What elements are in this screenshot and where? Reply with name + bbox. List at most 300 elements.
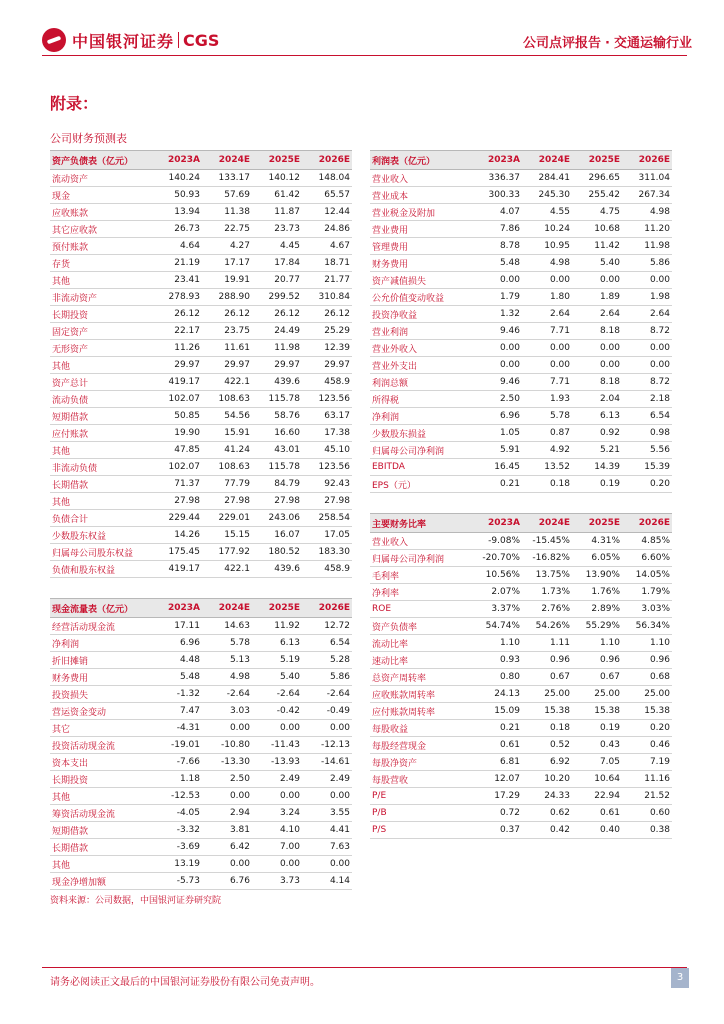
value-cell: 4.41 bbox=[302, 822, 352, 839]
table-row bbox=[370, 238, 672, 255]
table-header-row bbox=[50, 599, 352, 618]
value-cell: 16.45 bbox=[472, 459, 522, 476]
value-cell: 5.86 bbox=[302, 669, 352, 686]
value-cell: 77.79 bbox=[202, 476, 252, 493]
row-label-cell: 折旧摊销 bbox=[50, 652, 152, 669]
value-cell: -0.49 bbox=[302, 703, 352, 720]
row-label-cell: 非流动资产 bbox=[50, 289, 152, 306]
value-cell: 1.93 bbox=[522, 391, 572, 408]
value-cell: 4.55 bbox=[522, 204, 572, 221]
report-type-label bbox=[523, 32, 692, 51]
row-label-cell: 资产减值损失 bbox=[370, 272, 472, 289]
value-cell: 0.61 bbox=[472, 737, 522, 754]
value-cell: 140.24 bbox=[152, 170, 202, 187]
table-row bbox=[370, 686, 672, 703]
value-cell: 267.34 bbox=[622, 187, 672, 204]
value-cell: 2.18 bbox=[622, 391, 672, 408]
value-cell: 1.18 bbox=[152, 771, 202, 788]
value-cell: 0.00 bbox=[622, 272, 672, 289]
value-cell: 22.94 bbox=[572, 788, 622, 805]
value-cell: 0.87 bbox=[522, 425, 572, 442]
value-cell: 5.56 bbox=[622, 442, 672, 459]
table-row bbox=[370, 771, 672, 788]
table-row bbox=[370, 391, 672, 408]
row-label-cell: 经营活动现金流 bbox=[50, 618, 152, 635]
value-cell: 0.46 bbox=[622, 737, 672, 754]
logo-divider bbox=[178, 32, 179, 48]
value-cell: 0.68 bbox=[622, 669, 672, 686]
value-cell: 0.00 bbox=[302, 720, 352, 737]
value-cell: 29.97 bbox=[252, 357, 302, 374]
value-cell: 336.37 bbox=[472, 170, 522, 187]
value-cell: 123.56 bbox=[302, 459, 352, 476]
value-cell: 7.71 bbox=[522, 323, 572, 340]
table-row bbox=[50, 357, 352, 374]
row-label-cell: 负债合计 bbox=[50, 510, 152, 527]
table-row bbox=[370, 357, 672, 374]
value-cell: 4.10 bbox=[252, 822, 302, 839]
industry-label: 交通运输行业 bbox=[613, 36, 692, 51]
value-cell: 13.75% bbox=[522, 567, 572, 584]
value-cell: 0.67 bbox=[522, 669, 572, 686]
value-cell: 1.10 bbox=[472, 635, 522, 652]
row-label-cell: 归属母公司净利润 bbox=[370, 442, 472, 459]
row-label-cell: 每股营收 bbox=[370, 771, 472, 788]
table-row bbox=[370, 550, 672, 567]
value-cell: 26.73 bbox=[152, 221, 202, 238]
year-header-cell: 2026E bbox=[622, 151, 672, 170]
value-cell: 0.96 bbox=[522, 652, 572, 669]
table-row bbox=[370, 618, 672, 635]
row-label-cell: 营业税金及附加 bbox=[370, 204, 472, 221]
value-cell: 115.78 bbox=[252, 391, 302, 408]
header-divider bbox=[42, 55, 687, 56]
value-cell: 1.76% bbox=[572, 584, 622, 601]
value-cell: 15.39 bbox=[622, 459, 672, 476]
table-title-cell: 资产负债表（亿元） bbox=[50, 151, 152, 170]
row-label-cell: 现金净增加额 bbox=[50, 873, 152, 890]
value-cell: 27.98 bbox=[302, 493, 352, 510]
row-label-cell: 应付账款 bbox=[50, 425, 152, 442]
value-cell: 3.03% bbox=[622, 601, 672, 618]
value-cell: 6.96 bbox=[472, 408, 522, 425]
value-cell: 0.00 bbox=[252, 788, 302, 805]
value-cell: 6.54 bbox=[622, 408, 672, 425]
row-label-cell: 营业利润 bbox=[370, 323, 472, 340]
value-cell: 3.03 bbox=[202, 703, 252, 720]
row-label-cell: 营业外支出 bbox=[370, 357, 472, 374]
value-cell: -10.80 bbox=[202, 737, 252, 754]
row-label-cell: 短期借款 bbox=[50, 822, 152, 839]
table-row bbox=[50, 839, 352, 856]
value-cell: 15.09 bbox=[472, 703, 522, 720]
value-cell: 16.07 bbox=[252, 527, 302, 544]
row-label-cell: P/E bbox=[370, 788, 472, 805]
table-row bbox=[50, 737, 352, 754]
value-cell: 14.26 bbox=[152, 527, 202, 544]
value-cell: 0.61 bbox=[572, 805, 622, 822]
value-cell: 25.29 bbox=[302, 323, 352, 340]
value-cell: 458.9 bbox=[302, 374, 352, 391]
value-cell: -0.42 bbox=[252, 703, 302, 720]
value-cell: 2.76% bbox=[522, 601, 572, 618]
value-cell: 17.84 bbox=[252, 255, 302, 272]
value-cell: 5.78 bbox=[522, 408, 572, 425]
value-cell: 4.98 bbox=[202, 669, 252, 686]
income-statement-table bbox=[370, 150, 672, 493]
value-cell: 9.46 bbox=[472, 323, 522, 340]
value-cell: 2.89% bbox=[572, 601, 622, 618]
table-row bbox=[50, 459, 352, 476]
value-cell: 17.29 bbox=[472, 788, 522, 805]
row-label-cell: EPS（元） bbox=[370, 476, 472, 493]
value-cell: -2.64 bbox=[252, 686, 302, 703]
year-header-cell: 2023A bbox=[152, 599, 202, 618]
value-cell: 63.17 bbox=[302, 408, 352, 425]
year-header-cell: 2023A bbox=[152, 151, 202, 170]
value-cell: 0.62 bbox=[522, 805, 572, 822]
table-row bbox=[50, 323, 352, 340]
value-cell: 3.73 bbox=[252, 873, 302, 890]
value-cell: 47.85 bbox=[152, 442, 202, 459]
value-cell: 278.93 bbox=[152, 289, 202, 306]
value-cell: 2.64 bbox=[522, 306, 572, 323]
value-cell: 14.63 bbox=[202, 618, 252, 635]
row-label-cell: 应收账款周转率 bbox=[370, 686, 472, 703]
table-row bbox=[370, 204, 672, 221]
row-label-cell: 投资损失 bbox=[50, 686, 152, 703]
row-label-cell: 财务费用 bbox=[370, 255, 472, 272]
value-cell: 7.47 bbox=[152, 703, 202, 720]
value-cell: 2.64 bbox=[622, 306, 672, 323]
value-cell: 24.13 bbox=[472, 686, 522, 703]
table-row bbox=[50, 822, 352, 839]
value-cell: 27.98 bbox=[252, 493, 302, 510]
value-cell: 24.86 bbox=[302, 221, 352, 238]
value-cell: 177.92 bbox=[202, 544, 252, 561]
row-label-cell: 长期投资 bbox=[50, 306, 152, 323]
row-label-cell: 其他 bbox=[50, 357, 152, 374]
table-row bbox=[370, 170, 672, 187]
year-header-cell: 2024E bbox=[522, 151, 572, 170]
appendix-title: 附录： bbox=[50, 94, 99, 113]
table-row bbox=[50, 374, 352, 391]
table-row bbox=[370, 442, 672, 459]
value-cell: -3.32 bbox=[152, 822, 202, 839]
value-cell: 6.76 bbox=[202, 873, 252, 890]
value-cell: 7.63 bbox=[302, 839, 352, 856]
value-cell: 14.05% bbox=[622, 567, 672, 584]
value-cell: 18.71 bbox=[302, 255, 352, 272]
value-cell: 0.67 bbox=[572, 669, 622, 686]
value-cell: 5.21 bbox=[572, 442, 622, 459]
row-label-cell: 长期投资 bbox=[50, 771, 152, 788]
table-row bbox=[370, 584, 672, 601]
value-cell: 23.75 bbox=[202, 323, 252, 340]
value-cell: 0.93 bbox=[472, 652, 522, 669]
row-label-cell: 流动资产 bbox=[50, 170, 152, 187]
value-cell: 5.78 bbox=[202, 635, 252, 652]
value-cell: 17.38 bbox=[302, 425, 352, 442]
value-cell: 0.21 bbox=[472, 720, 522, 737]
value-cell: 57.69 bbox=[202, 187, 252, 204]
value-cell: 1.05 bbox=[472, 425, 522, 442]
row-label-cell: 资产负债率 bbox=[370, 618, 472, 635]
table-title-cell: 利润表（亿元） bbox=[370, 151, 472, 170]
value-cell: 0.00 bbox=[202, 856, 252, 873]
value-cell: 6.42 bbox=[202, 839, 252, 856]
value-cell: 1.32 bbox=[472, 306, 522, 323]
row-label-cell: 流动负债 bbox=[50, 391, 152, 408]
row-label-cell: 营业成本 bbox=[370, 187, 472, 204]
row-label-cell: 净利润 bbox=[50, 635, 152, 652]
table-row bbox=[50, 442, 352, 459]
row-label-cell: 长期借款 bbox=[50, 839, 152, 856]
row-label-cell: 其他 bbox=[50, 493, 152, 510]
value-cell: 0.00 bbox=[572, 272, 622, 289]
footer-disclaimer: 请务必阅读正文最后的中国银河证券股份有限公司免责声明。 bbox=[50, 977, 320, 988]
value-cell: 6.13 bbox=[252, 635, 302, 652]
value-cell: 284.41 bbox=[522, 170, 572, 187]
value-cell: 0.00 bbox=[252, 856, 302, 873]
table-row bbox=[50, 669, 352, 686]
row-label-cell: 长期借款 bbox=[50, 476, 152, 493]
value-cell: 12.72 bbox=[302, 618, 352, 635]
row-label-cell: 营运资金变动 bbox=[50, 703, 152, 720]
value-cell: 8.78 bbox=[472, 238, 522, 255]
table-header-row bbox=[50, 151, 352, 170]
value-cell: 2.49 bbox=[302, 771, 352, 788]
row-label-cell: 速动比率 bbox=[370, 652, 472, 669]
table-row bbox=[50, 255, 352, 272]
table-row bbox=[370, 669, 672, 686]
table-row bbox=[50, 510, 352, 527]
value-cell: 0.00 bbox=[252, 720, 302, 737]
row-label-cell: 现金 bbox=[50, 187, 152, 204]
row-label-cell: 其它应收款 bbox=[50, 221, 152, 238]
value-cell: 0.00 bbox=[522, 340, 572, 357]
footer-divider bbox=[42, 967, 687, 968]
report-type: 公司点评报告 bbox=[523, 36, 602, 51]
value-cell: 2.49 bbox=[252, 771, 302, 788]
value-cell: -4.31 bbox=[152, 720, 202, 737]
value-cell: 108.63 bbox=[202, 459, 252, 476]
value-cell: 10.20 bbox=[522, 771, 572, 788]
value-cell: -5.73 bbox=[152, 873, 202, 890]
value-cell: 8.18 bbox=[572, 374, 622, 391]
value-cell: 10.24 bbox=[522, 221, 572, 238]
value-cell: 45.10 bbox=[302, 442, 352, 459]
value-cell: 11.20 bbox=[622, 221, 672, 238]
table-row bbox=[50, 527, 352, 544]
value-cell: 0.40 bbox=[572, 822, 622, 839]
balance-sheet-table bbox=[50, 150, 352, 578]
row-label-cell: 每股经营现金 bbox=[370, 737, 472, 754]
value-cell: 0.52 bbox=[522, 737, 572, 754]
value-cell: 0.92 bbox=[572, 425, 622, 442]
value-cell: 4.14 bbox=[302, 873, 352, 890]
table-row bbox=[50, 635, 352, 652]
value-cell: -11.43 bbox=[252, 737, 302, 754]
table-row bbox=[50, 425, 352, 442]
row-label-cell: 毛利率 bbox=[370, 567, 472, 584]
row-label-cell: 非流动负债 bbox=[50, 459, 152, 476]
table-row bbox=[50, 856, 352, 873]
value-cell: 26.12 bbox=[202, 306, 252, 323]
table-row bbox=[370, 652, 672, 669]
value-cell: 23.41 bbox=[152, 272, 202, 289]
value-cell: 1.10 bbox=[622, 635, 672, 652]
value-cell: 296.65 bbox=[572, 170, 622, 187]
table-row bbox=[50, 720, 352, 737]
value-cell: 419.17 bbox=[152, 561, 202, 578]
table-row bbox=[50, 476, 352, 493]
value-cell: -20.70% bbox=[472, 550, 522, 567]
table-row bbox=[50, 187, 352, 204]
value-cell: 27.98 bbox=[202, 493, 252, 510]
value-cell: 4.85% bbox=[622, 533, 672, 550]
value-cell: 2.50 bbox=[472, 391, 522, 408]
value-cell: 6.60% bbox=[622, 550, 672, 567]
row-label-cell: 营业外收入 bbox=[370, 340, 472, 357]
value-cell: 108.63 bbox=[202, 391, 252, 408]
value-cell: 4.64 bbox=[152, 238, 202, 255]
value-cell: -4.05 bbox=[152, 805, 202, 822]
value-cell: 11.26 bbox=[152, 340, 202, 357]
table-row bbox=[50, 686, 352, 703]
page-number: 3 bbox=[671, 968, 689, 988]
value-cell: 0.18 bbox=[522, 476, 572, 493]
value-cell: 11.98 bbox=[622, 238, 672, 255]
row-label-cell: 公允价值变动收益 bbox=[370, 289, 472, 306]
table-row bbox=[50, 272, 352, 289]
value-cell: 10.64 bbox=[572, 771, 622, 788]
table-row bbox=[50, 391, 352, 408]
value-cell: 0.96 bbox=[622, 652, 672, 669]
row-label-cell: 每股收益 bbox=[370, 720, 472, 737]
value-cell: 1.10 bbox=[572, 635, 622, 652]
row-label-cell: 归属母公司股东权益 bbox=[50, 544, 152, 561]
value-cell: 6.81 bbox=[472, 754, 522, 771]
table-row bbox=[50, 306, 352, 323]
table-row bbox=[50, 703, 352, 720]
value-cell: 24.49 bbox=[252, 323, 302, 340]
value-cell: 5.40 bbox=[252, 669, 302, 686]
value-cell: -1.32 bbox=[152, 686, 202, 703]
value-cell: 1.98 bbox=[622, 289, 672, 306]
value-cell: 55.29% bbox=[572, 618, 622, 635]
value-cell: 13.52 bbox=[522, 459, 572, 476]
value-cell: 19.90 bbox=[152, 425, 202, 442]
value-cell: 8.72 bbox=[622, 374, 672, 391]
value-cell: 5.86 bbox=[622, 255, 672, 272]
value-cell: 65.57 bbox=[302, 187, 352, 204]
value-cell: -13.30 bbox=[202, 754, 252, 771]
value-cell: 2.50 bbox=[202, 771, 252, 788]
logo-english-name: CGS bbox=[183, 30, 220, 50]
value-cell: 54.74% bbox=[472, 618, 522, 635]
table-row bbox=[370, 255, 672, 272]
row-label-cell: 其他 bbox=[50, 442, 152, 459]
value-cell: 0.00 bbox=[522, 357, 572, 374]
value-cell: 0.42 bbox=[522, 822, 572, 839]
year-header-cell: 2026E bbox=[302, 599, 352, 618]
value-cell: 229.01 bbox=[202, 510, 252, 527]
value-cell: 11.38 bbox=[202, 204, 252, 221]
row-label-cell: P/B bbox=[370, 805, 472, 822]
value-cell: 25.00 bbox=[572, 686, 622, 703]
value-cell: -2.64 bbox=[302, 686, 352, 703]
value-cell: 11.42 bbox=[572, 238, 622, 255]
value-cell: -9.08% bbox=[472, 533, 522, 550]
value-cell: 54.56 bbox=[202, 408, 252, 425]
value-cell: 92.43 bbox=[302, 476, 352, 493]
value-cell: 6.96 bbox=[152, 635, 202, 652]
value-cell: -3.69 bbox=[152, 839, 202, 856]
value-cell: 0.20 bbox=[622, 476, 672, 493]
value-cell: 17.05 bbox=[302, 527, 352, 544]
value-cell: -12.53 bbox=[152, 788, 202, 805]
table-row bbox=[370, 272, 672, 289]
value-cell: 20.77 bbox=[252, 272, 302, 289]
value-cell: 22.75 bbox=[202, 221, 252, 238]
table-row bbox=[50, 771, 352, 788]
value-cell: 6.13 bbox=[572, 408, 622, 425]
value-cell: 15.38 bbox=[572, 703, 622, 720]
financial-ratios-table bbox=[370, 513, 672, 839]
value-cell: 26.12 bbox=[152, 306, 202, 323]
company-logo bbox=[42, 28, 219, 52]
value-cell: 0.18 bbox=[522, 720, 572, 737]
table-row bbox=[50, 408, 352, 425]
table-row bbox=[370, 425, 672, 442]
value-cell: 10.95 bbox=[522, 238, 572, 255]
table-row bbox=[50, 561, 352, 578]
row-label-cell: 存货 bbox=[50, 255, 152, 272]
value-cell: 180.52 bbox=[252, 544, 302, 561]
value-cell: 3.81 bbox=[202, 822, 252, 839]
value-cell: 243.06 bbox=[252, 510, 302, 527]
value-cell: 23.73 bbox=[252, 221, 302, 238]
value-cell: 0.19 bbox=[572, 476, 622, 493]
year-header-cell: 2025E bbox=[572, 151, 622, 170]
page-header bbox=[0, 0, 724, 60]
logo-icon bbox=[42, 28, 66, 52]
value-cell: 5.13 bbox=[202, 652, 252, 669]
value-cell: 43.01 bbox=[252, 442, 302, 459]
table-row bbox=[50, 221, 352, 238]
value-cell: 26.12 bbox=[302, 306, 352, 323]
value-cell: 17.11 bbox=[152, 618, 202, 635]
value-cell: 10.56% bbox=[472, 567, 522, 584]
value-cell: 4.67 bbox=[302, 238, 352, 255]
value-cell: 1.89 bbox=[572, 289, 622, 306]
logo-chinese-name: 中国银河证券 bbox=[72, 31, 175, 51]
table-row bbox=[370, 601, 672, 618]
forecast-caption: 公司财务预测表 bbox=[50, 132, 127, 145]
year-header-cell: 2026E bbox=[302, 151, 352, 170]
row-label-cell: 其他 bbox=[50, 856, 152, 873]
table-row bbox=[50, 618, 352, 635]
table-row bbox=[370, 720, 672, 737]
value-cell: 7.86 bbox=[472, 221, 522, 238]
value-cell: 422.1 bbox=[202, 374, 252, 391]
value-cell: 50.85 bbox=[152, 408, 202, 425]
table-row bbox=[50, 544, 352, 561]
value-cell: 5.40 bbox=[572, 255, 622, 272]
value-cell: 0.20 bbox=[622, 720, 672, 737]
value-cell: 0.98 bbox=[622, 425, 672, 442]
